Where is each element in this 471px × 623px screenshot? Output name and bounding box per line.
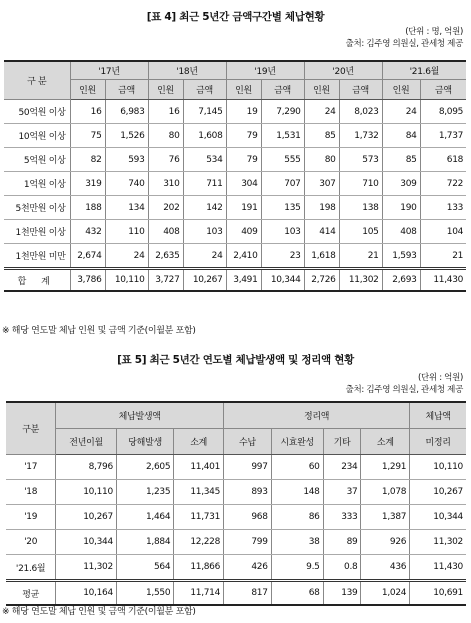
- table-cell: 11,302: [56, 555, 117, 581]
- table-cell: 10,110: [105, 269, 148, 292]
- table5-source: 출처: 김주영 의원실, 관세청 제공: [345, 385, 463, 395]
- sub-header: 금액: [183, 80, 226, 100]
- table-cell: 309: [382, 172, 420, 196]
- table5-title: [표 5] 최근 5년간 연도별 체납발생액 및 정리액 현황: [117, 354, 354, 366]
- table-row: [6, 530, 466, 555]
- table-cell: 1,593: [382, 244, 420, 269]
- table-cell: 710: [339, 172, 382, 196]
- table-cell: 1,732: [339, 124, 382, 148]
- table4-meta: [346, 26, 463, 50]
- table-cell: 593: [105, 148, 148, 172]
- table4-note: ※ 해당 연도말 체납 인원 및 금액 기준(이월분 포함): [2, 326, 196, 336]
- table-cell: 2,605: [116, 455, 173, 480]
- table-cell: 10,344: [410, 505, 466, 530]
- table-cell: 1,884: [116, 530, 173, 555]
- sub-header: 인원: [226, 80, 261, 100]
- table-cell: 79: [226, 124, 261, 148]
- table-cell: 1,618: [304, 244, 339, 269]
- table-cell: 0.8: [323, 555, 361, 581]
- table-cell: 307: [304, 172, 339, 196]
- table-cell: 333: [323, 505, 361, 530]
- table5-average-row: [6, 581, 466, 606]
- table4-header-years: [4, 61, 466, 80]
- table-cell: 79: [226, 148, 261, 172]
- table-cell: 11,731: [174, 505, 224, 530]
- table-cell: 80: [304, 148, 339, 172]
- table-cell: 16: [70, 100, 105, 124]
- table-cell: 80: [148, 124, 183, 148]
- sub-header: 금액: [261, 80, 304, 100]
- table-cell: 1,737: [420, 124, 466, 148]
- sub-header: 수납: [224, 429, 272, 455]
- table-cell: 138: [339, 196, 382, 220]
- sub-header: 인원: [70, 80, 105, 100]
- table-cell: 85: [382, 148, 420, 172]
- table-cell: 10,691: [410, 581, 466, 606]
- table5-unit: (단위 : 억원): [417, 373, 463, 383]
- table-cell: 11,302: [410, 530, 466, 555]
- table-cell: 8,095: [420, 100, 466, 124]
- table-cell: 190: [382, 196, 420, 220]
- table-cell: 740: [105, 172, 148, 196]
- table-cell: 10,267: [56, 505, 117, 530]
- table-cell: 10,344: [261, 269, 304, 292]
- table-cell: 2,693: [382, 269, 420, 292]
- table-cell: 234: [323, 455, 361, 480]
- table-cell: 6,983: [105, 100, 148, 124]
- table-cell: 202: [148, 196, 183, 220]
- table-cell: 135: [261, 196, 304, 220]
- table-cell: 24: [183, 244, 226, 269]
- table-cell: 573: [339, 148, 382, 172]
- table-row: [4, 124, 466, 148]
- table-cell: 432: [70, 220, 105, 244]
- table5-body: [6, 455, 466, 581]
- year-header: '21.6월: [382, 61, 466, 80]
- table-cell: 426: [224, 555, 272, 581]
- sub-header: 인원: [304, 80, 339, 100]
- table-cell: 926: [361, 530, 410, 555]
- table4-body: [4, 100, 466, 269]
- table-cell: 1,291: [361, 455, 410, 480]
- table-cell: 7,145: [183, 100, 226, 124]
- table-cell: 1,531: [261, 124, 304, 148]
- year-header: '17년: [70, 61, 148, 80]
- total-label: 합 계: [4, 269, 70, 292]
- row-label: 1억원 이상: [4, 172, 70, 196]
- row-label: 5천만원 이상: [4, 196, 70, 220]
- sub-header: 미정리: [410, 429, 466, 455]
- table-cell: 555: [261, 148, 304, 172]
- table-cell: 23: [261, 244, 304, 269]
- table-cell: 37: [323, 480, 361, 505]
- table-cell: 2,410: [226, 244, 261, 269]
- sub-header: 금액: [339, 80, 382, 100]
- table4-title: [표 4] 최근 5년간 금액구간별 체납현황: [146, 11, 325, 23]
- sub-header: 소계: [174, 429, 224, 455]
- group-header: 체납액: [410, 402, 466, 429]
- table-cell: 10,110: [56, 480, 117, 505]
- table-cell: 1,024: [361, 581, 410, 606]
- table-cell: 10,164: [56, 581, 117, 606]
- sub-header: 소계: [361, 429, 410, 455]
- table-cell: 104: [420, 220, 466, 244]
- row-label: '21.6월: [6, 555, 56, 581]
- sub-header: 인원: [382, 80, 420, 100]
- sub-header: 금액: [420, 80, 466, 100]
- table-cell: 408: [382, 220, 420, 244]
- table-cell: 103: [261, 220, 304, 244]
- table-cell: 799: [224, 530, 272, 555]
- group-header: 정리액: [224, 402, 410, 429]
- table5-header-sub: [6, 429, 466, 455]
- table-cell: 1,387: [361, 505, 410, 530]
- year-header: '18년: [148, 61, 226, 80]
- table-cell: 1,550: [116, 581, 173, 606]
- table-cell: 11,866: [174, 555, 224, 581]
- table5-header-groups: [6, 402, 466, 429]
- table-cell: 2,726: [304, 269, 339, 292]
- table-row: [6, 455, 466, 480]
- table-cell: 75: [70, 124, 105, 148]
- table-cell: 564: [116, 555, 173, 581]
- table-cell: 24: [304, 100, 339, 124]
- row-label: '18: [6, 480, 56, 505]
- row-label: 50억원 이상: [4, 100, 70, 124]
- table-row: [4, 100, 466, 124]
- table-cell: 409: [226, 220, 261, 244]
- sub-header: 인원: [148, 80, 183, 100]
- table-row: [6, 555, 466, 581]
- table-cell: 968: [224, 505, 272, 530]
- table-cell: 134: [105, 196, 148, 220]
- table-cell: 1,078: [361, 480, 410, 505]
- table-cell: 3,727: [148, 269, 183, 292]
- table-cell: 7,290: [261, 100, 304, 124]
- row-label: 10억원 이상: [4, 124, 70, 148]
- table-cell: 82: [70, 148, 105, 172]
- table-row: [6, 480, 466, 505]
- average-label: 평균: [6, 581, 56, 606]
- table-cell: 1,608: [183, 124, 226, 148]
- table-cell: 8,796: [56, 455, 117, 480]
- group-header: 체납발생액: [56, 402, 224, 429]
- table-cell: 10,344: [56, 530, 117, 555]
- table-cell: 76: [148, 148, 183, 172]
- table4-col-label: 구 분: [4, 61, 70, 100]
- row-label: '17: [6, 455, 56, 480]
- table-cell: 436: [361, 555, 410, 581]
- table-cell: 60: [271, 455, 323, 480]
- table-cell: 618: [420, 148, 466, 172]
- table-cell: 24: [105, 244, 148, 269]
- table-cell: 21: [339, 244, 382, 269]
- sub-header: 시효완성: [271, 429, 323, 455]
- table-cell: 188: [70, 196, 105, 220]
- table-cell: 21: [420, 244, 466, 269]
- table-cell: 89: [323, 530, 361, 555]
- table-cell: 11,430: [420, 269, 466, 292]
- table5-meta: [346, 372, 463, 396]
- table-cell: 38: [271, 530, 323, 555]
- table4-header-sub: [4, 80, 466, 100]
- table-cell: 3,786: [70, 269, 105, 292]
- table-row: [4, 148, 466, 172]
- table-cell: 84: [382, 124, 420, 148]
- year-header: '19년: [226, 61, 304, 80]
- table-cell: 11,430: [410, 555, 466, 581]
- table-cell: 1,526: [105, 124, 148, 148]
- table4-unit: (단위 : 명, 억원): [405, 27, 463, 37]
- table-cell: 707: [261, 172, 304, 196]
- sub-header: 전년이월: [56, 429, 117, 455]
- row-label: '20: [6, 530, 56, 555]
- table-row: [4, 244, 466, 269]
- table-cell: 304: [226, 172, 261, 196]
- table-cell: 893: [224, 480, 272, 505]
- table-cell: 198: [304, 196, 339, 220]
- table-cell: 10,267: [410, 480, 466, 505]
- table-cell: 86: [271, 505, 323, 530]
- table-cell: 1,235: [116, 480, 173, 505]
- table-cell: 103: [183, 220, 226, 244]
- table4-total-row: [4, 269, 466, 292]
- table-cell: 148: [271, 480, 323, 505]
- table5-delinquency-by-year: [6, 401, 466, 606]
- table-row: [4, 172, 466, 196]
- table-cell: 2,635: [148, 244, 183, 269]
- table-cell: 414: [304, 220, 339, 244]
- table5-note: ※ 해당 연도말 체납 인원 및 금액 기준(이월분 포함): [2, 607, 196, 617]
- table4-delinquency-by-amount: [4, 60, 466, 292]
- sub-header: 기타: [323, 429, 361, 455]
- table4-source: 출처: 김주영 의원실, 관세청 제공: [345, 39, 463, 49]
- table-cell: 16: [148, 100, 183, 124]
- table-cell: 11,401: [174, 455, 224, 480]
- table-cell: 11,345: [174, 480, 224, 505]
- table-cell: 10,267: [183, 269, 226, 292]
- table-cell: 191: [226, 196, 261, 220]
- row-label: 1천만원 미만: [4, 244, 70, 269]
- table-cell: 997: [224, 455, 272, 480]
- table-row: [4, 196, 466, 220]
- table-cell: 110: [105, 220, 148, 244]
- table-cell: 310: [148, 172, 183, 196]
- table-cell: 817: [224, 581, 272, 606]
- table-cell: 2,674: [70, 244, 105, 269]
- row-label: 1천만원 이상: [4, 220, 70, 244]
- table-row: [6, 505, 466, 530]
- table-cell: 24: [382, 100, 420, 124]
- year-header: '20년: [304, 61, 382, 80]
- table-cell: 105: [339, 220, 382, 244]
- table-row: [4, 220, 466, 244]
- table-cell: 3,491: [226, 269, 261, 292]
- table-cell: 10,110: [410, 455, 466, 480]
- table-cell: 722: [420, 172, 466, 196]
- table-cell: 711: [183, 172, 226, 196]
- table-cell: 319: [70, 172, 105, 196]
- table-cell: 139: [323, 581, 361, 606]
- table-cell: 133: [420, 196, 466, 220]
- sub-header: 당해발생: [116, 429, 173, 455]
- table-cell: 9.5: [271, 555, 323, 581]
- table-cell: 142: [183, 196, 226, 220]
- row-label: '19: [6, 505, 56, 530]
- table-cell: 408: [148, 220, 183, 244]
- table-cell: 85: [304, 124, 339, 148]
- table-cell: 11,714: [174, 581, 224, 606]
- table5-col-label: 구분: [6, 402, 56, 455]
- sub-header: 금액: [105, 80, 148, 100]
- table-cell: 19: [226, 100, 261, 124]
- table-cell: 68: [271, 581, 323, 606]
- table-cell: 8,023: [339, 100, 382, 124]
- row-label: 5억원 이상: [4, 148, 70, 172]
- table-cell: 12,228: [174, 530, 224, 555]
- table-cell: 1,464: [116, 505, 173, 530]
- table-cell: 11,302: [339, 269, 382, 292]
- table-cell: 534: [183, 148, 226, 172]
